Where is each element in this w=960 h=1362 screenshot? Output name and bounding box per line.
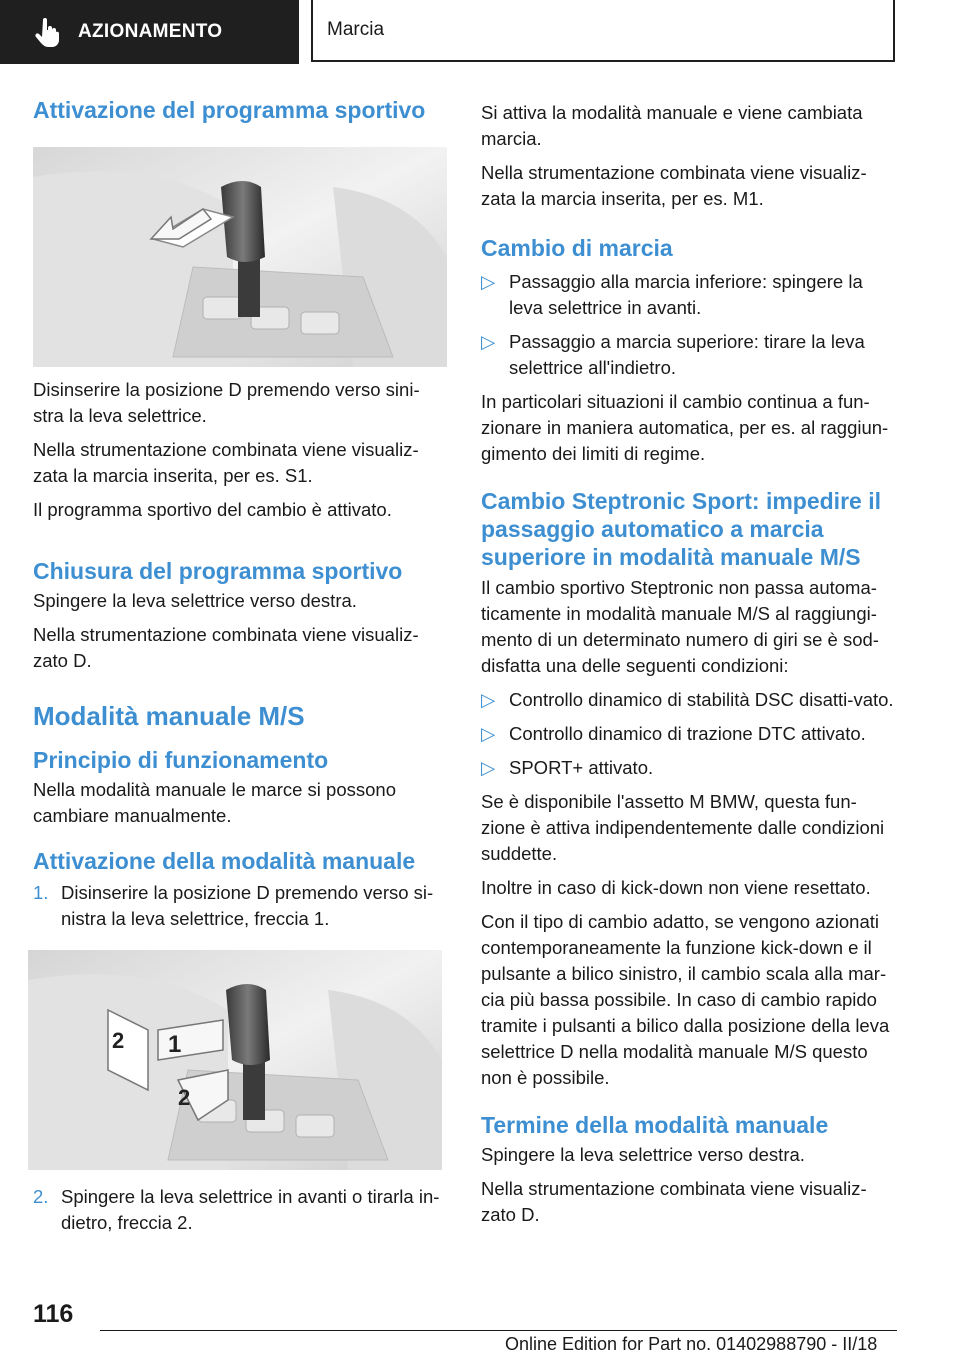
paragraph: Il programma sportivo del cambio è attivato. xyxy=(33,499,392,520)
step-text: Spingere la leva selettrice in avanti o tirarla in-dietro, freccia 2. xyxy=(61,1186,440,1233)
heading-activate-manual: Attivazione della modalità manuale xyxy=(33,848,416,874)
paragraph: Nella strumentazione combinata viene visualiz-zata la marcia inserita, per es. M1. xyxy=(481,162,867,209)
hand-pointer-icon xyxy=(32,17,62,47)
steps-list xyxy=(33,880,447,932)
heading-principle: Principio di funzionamento xyxy=(33,747,329,773)
heading-steptronic: Cambio Steptronic Sport: impedire il passaggio automatico a marcia superiore in modalità manuale M/S xyxy=(481,488,881,570)
paragraph: Il cambio sportivo Steptronic non passa automa-ticamente in modalità manuale M/S al raggiungi-mento di un determinato numero di giri se è sod-disfatta una delle seguenti condizioni: xyxy=(481,577,879,676)
bullet-text: SPORT+ attivato. xyxy=(509,757,654,778)
paragraph: Disinserire la posizione D premendo verso sini-stra la leva selettrice. xyxy=(33,379,420,426)
heading-gear-shift: Cambio di marcia xyxy=(481,235,673,261)
step-number: 1. xyxy=(33,882,49,903)
paragraph: Nella strumentazione combinata viene visualiz-zato D. xyxy=(481,1178,867,1225)
paragraph: Spingere la leva selettrice verso destra. xyxy=(481,1144,805,1165)
page-header xyxy=(0,0,960,66)
bullet-text: Passaggio a marcia superiore: tirare la leva selettrice all'indietro. xyxy=(509,331,865,378)
paragraph: Inoltre in caso di kick-down non viene resettato. xyxy=(481,877,871,898)
step-text: Disinserire la posizione D premendo verso si-nistra la leva selettrice, freccia 1. xyxy=(61,882,434,929)
steps-list xyxy=(33,1184,447,1236)
gear-selector-photo-1 xyxy=(33,147,447,367)
right-column xyxy=(481,100,897,1228)
paragraph: Nella strumentazione combinata viene visualiz-zato D. xyxy=(33,624,419,671)
step-number: 2. xyxy=(33,1186,49,1207)
left-column xyxy=(33,96,447,1236)
paragraph: Si attiva la modalità manuale e viene cambiata marcia. xyxy=(481,102,863,149)
page-number: 116 xyxy=(33,1300,74,1328)
arrow-label: 2 xyxy=(178,1085,191,1110)
list-item xyxy=(481,721,897,747)
heading-activate-sport: Attivazione del programma sportivo xyxy=(33,97,426,123)
chapter-tab xyxy=(311,0,895,62)
paragraph: Se è disponibile l'assetto M BMW, questa fun-zione è attiva indipendentemente dalle condizioni suddette. xyxy=(481,791,885,864)
arrow-label: 2 xyxy=(112,1028,125,1053)
bullet-marker: ▷ xyxy=(481,723,496,744)
bullet-marker: ▷ xyxy=(481,689,496,710)
paragraph: Con il tipo di cambio adatto, se vengono azionati contemporaneamente la funzione kick-down e il pulsante a bilico sinistro, il cambio scala alla mar-cia più bassa possibile. In caso di cambio rapido tramite i pulsanti a bilico dalla posizione della leva selettrice D nella modalità manuale M/S questo non è possibile. xyxy=(481,911,890,1088)
heading-end-manual: Termine della modalità manuale xyxy=(481,1112,829,1138)
bullet-text: Controllo dinamico di stabilità DSC disatti-vato. xyxy=(509,689,894,710)
section-title: AZIONAMENTO xyxy=(78,21,223,42)
bullet-text: Passaggio alla marcia inferiore: spingere la leva selettrice in avanti. xyxy=(509,271,863,318)
arrow-label: 1 xyxy=(168,1031,182,1058)
heading-manual-mode: Modalità manuale M/S xyxy=(33,701,305,731)
bullet-text: Controllo dinamico di trazione DTC attivato. xyxy=(509,723,866,744)
gear-selector-photo-2 xyxy=(28,950,442,1170)
bullet-marker: ▷ xyxy=(481,757,496,778)
paragraph: Nella modalità manuale le marce si possono cambiare manualmente. xyxy=(33,779,396,826)
list-item xyxy=(481,755,897,781)
heading-close-sport: Chiusura del programma sportivo xyxy=(33,558,403,584)
bullet-list-conditions xyxy=(481,687,897,781)
paragraph: Nella strumentazione combinata viene visualiz-zata la marcia inserita, per es. S1. xyxy=(33,439,419,486)
bullet-list-shift xyxy=(481,269,897,381)
section-tab xyxy=(0,0,299,64)
list-item xyxy=(481,329,897,381)
paragraph: In particolari situazioni il cambio continua a fun-zionare in maniera automatica, per es. al raggiun-gimento dei limiti di regime. xyxy=(481,391,889,464)
bullet-marker: ▷ xyxy=(481,331,496,352)
edition-note: Online Edition for Part no. 01402988790 - II/18 xyxy=(505,1334,878,1354)
list-item xyxy=(481,269,897,321)
paragraph: Spingere la leva selettrice verso destra. xyxy=(33,590,357,611)
bullet-marker: ▷ xyxy=(481,271,496,292)
list-item xyxy=(481,687,897,713)
chapter-title: Marcia xyxy=(327,19,385,40)
footer-divider xyxy=(100,1330,897,1331)
list-item xyxy=(33,880,447,932)
list-item xyxy=(33,1184,447,1236)
